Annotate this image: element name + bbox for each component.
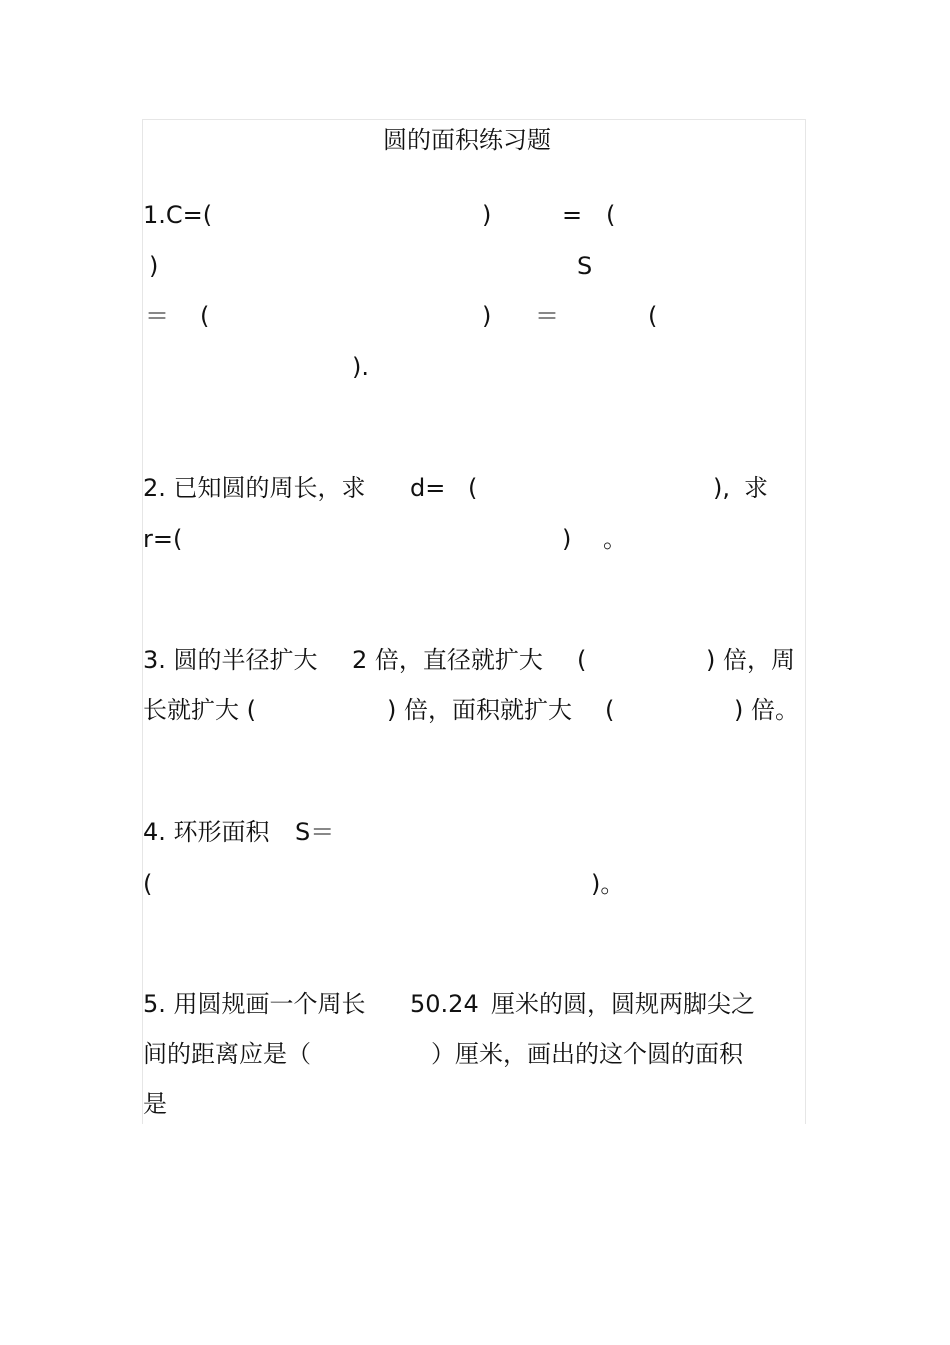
q1-paren: ( bbox=[200, 302, 210, 330]
q1-paren: ) bbox=[482, 302, 492, 330]
q5-number: 50.24 bbox=[410, 990, 479, 1018]
q2-paren: ( bbox=[468, 474, 478, 502]
q1-paren: ). bbox=[352, 353, 369, 381]
q2-diameter: d= bbox=[410, 474, 446, 502]
q3-paren: ( bbox=[605, 696, 615, 724]
q5-text: ）厘米，画出的这个圆的面积 bbox=[431, 1040, 743, 1068]
q4-paren: )。 bbox=[591, 870, 625, 898]
q1-paren: ( bbox=[648, 302, 658, 330]
q5-text: 间的距离应是（ bbox=[143, 1040, 311, 1068]
q3-text: 长就扩大 ( bbox=[143, 696, 256, 724]
q4-paren: ( bbox=[143, 870, 153, 898]
page-frame bbox=[142, 119, 806, 1124]
page-title: 圆的面积练习题 bbox=[383, 126, 551, 154]
q3-paren: ( bbox=[577, 646, 587, 674]
q1-paren: ( bbox=[606, 201, 616, 229]
q1-area-symbol: S bbox=[577, 252, 593, 280]
q2-text: 求 bbox=[744, 474, 768, 502]
q1-equals: ＝ bbox=[535, 302, 559, 330]
q3-text: ) 倍，面积就扩大 bbox=[387, 696, 572, 724]
q1-text: 1.C=( bbox=[143, 201, 213, 229]
q2-period: 。 bbox=[603, 525, 627, 553]
q3-text: 3. 圆的半径扩大 bbox=[143, 646, 318, 674]
q1-paren: ) bbox=[149, 252, 159, 280]
q4-area-symbol: S＝ bbox=[295, 818, 335, 846]
q4-text: 4. 环形面积 bbox=[143, 818, 270, 846]
q3-text: 2 倍，直径就扩大 bbox=[352, 646, 543, 674]
q1-equals: = bbox=[562, 201, 583, 229]
q2-radius: r=( bbox=[143, 525, 183, 553]
q5-text: 5. 用圆规画一个周长 bbox=[143, 990, 366, 1018]
q1-equals: ＝ bbox=[145, 302, 169, 330]
q5-text: 厘米的圆，圆规两脚尖之 bbox=[491, 990, 755, 1018]
q3-text: ) 倍。 bbox=[734, 696, 799, 724]
q3-text: ) 倍，周 bbox=[706, 646, 795, 674]
q2-paren: ) bbox=[562, 525, 572, 553]
q5-text: 是 bbox=[143, 1090, 167, 1118]
q2-paren: ), bbox=[713, 474, 730, 502]
q1-paren: ) bbox=[482, 201, 492, 229]
q2-text: 2. 已知圆的周长，求 bbox=[143, 474, 366, 502]
